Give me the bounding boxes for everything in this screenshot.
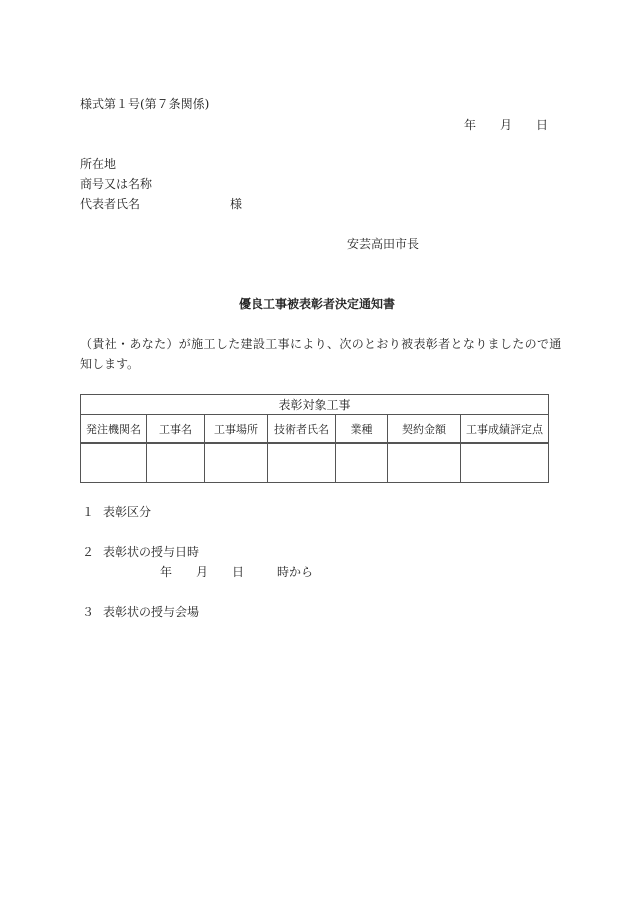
header-work-name: 工事名	[147, 415, 205, 444]
company-label: 商号又は名称	[80, 177, 153, 191]
table-cell	[147, 443, 205, 483]
header-industry: 業種	[336, 415, 388, 444]
ceremony-month: 月	[196, 565, 209, 579]
item-3-number: ３	[82, 605, 95, 619]
item-3-label: 表彰状の授与会場	[103, 605, 200, 619]
representative-label: 代表者氏名	[80, 197, 141, 211]
date-month: 月	[500, 118, 513, 132]
header-contract-amount: 契約金額	[388, 415, 461, 444]
ceremony-year: 年	[160, 565, 173, 579]
issuer: 安芸高田市長	[347, 237, 420, 251]
table-cell	[336, 443, 388, 483]
date-year: 年	[464, 118, 477, 132]
table-cell	[461, 443, 549, 483]
table-cell	[268, 443, 336, 483]
item-1-label: 表彰区分	[103, 505, 152, 519]
body-line-1: （貴社・あなた）が施工した建設工事により、次のとおり被表彰者となりましたので通	[80, 337, 562, 351]
table-caption: 表彰対象工事	[81, 395, 549, 415]
table-cell	[205, 443, 268, 483]
date-day: 日	[536, 118, 549, 132]
honorific: 様	[230, 197, 243, 211]
header-work-location: 工事場所	[205, 415, 268, 444]
table-header-row	[81, 415, 549, 444]
item-2-label: 表彰状の授与日時	[103, 545, 200, 559]
header-engineer-name: 技術者氏名	[268, 415, 336, 444]
ceremony-time: 時から	[277, 565, 314, 579]
body-line-2: 知します。	[80, 357, 140, 371]
table-row	[81, 443, 549, 483]
ceremony-day: 日	[232, 565, 245, 579]
address-label: 所在地	[80, 157, 117, 171]
item-1-number: １	[82, 505, 95, 519]
form-number: 様式第１号(第７条関係)	[80, 97, 210, 111]
header-evaluation-score: 工事成績評定点	[461, 415, 549, 444]
table-cell	[388, 443, 461, 483]
header-ordering-agency: 発注機関名	[81, 415, 147, 444]
item-2-number: ２	[82, 545, 95, 559]
award-target-table	[80, 394, 549, 483]
table-cell	[81, 443, 147, 483]
document-title: 優良工事被表彰者決定通知書	[239, 297, 396, 311]
